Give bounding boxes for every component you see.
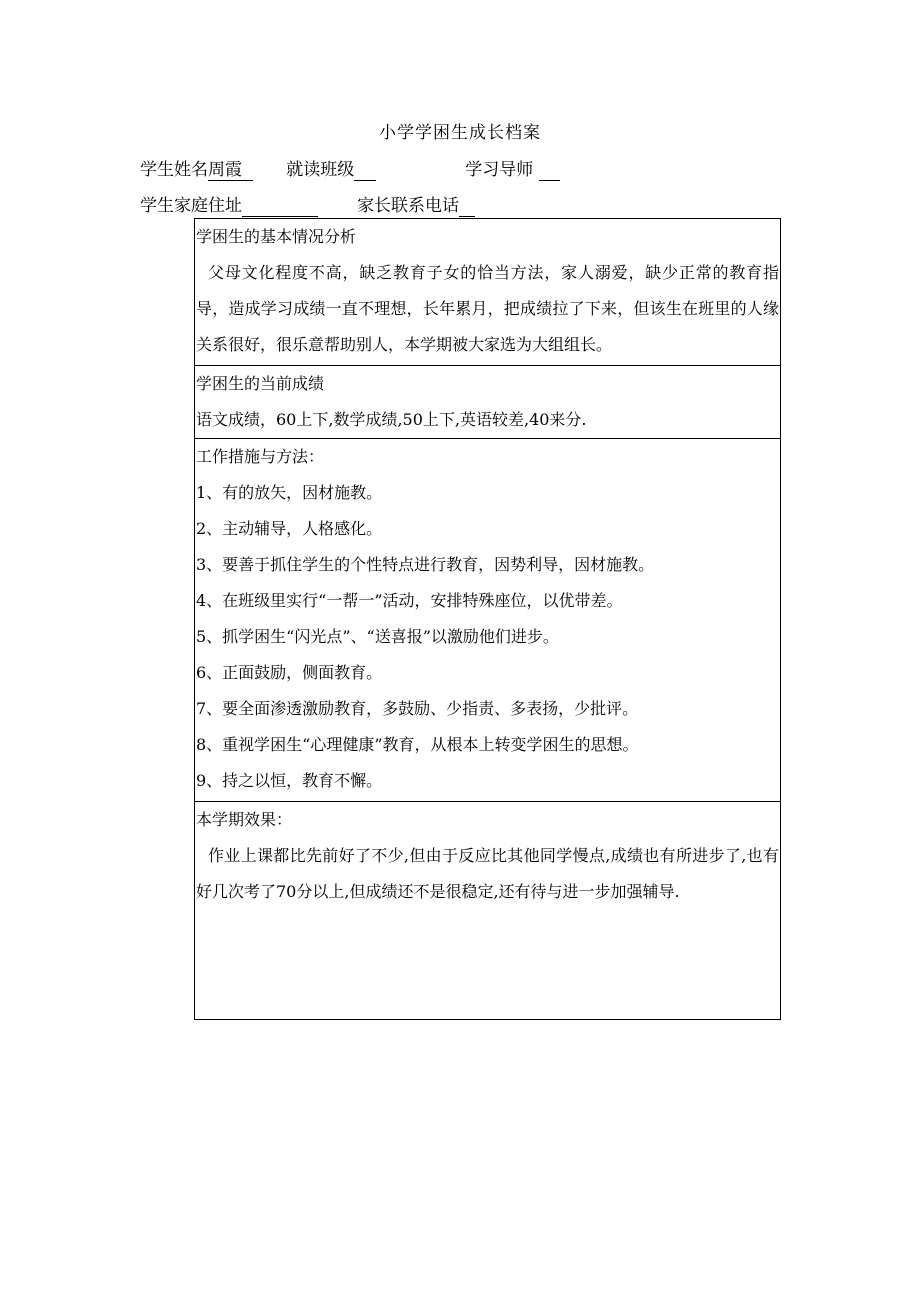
measure-item: 5、抓学困生“闪光点”、“送喜报”以激励他们进步。: [196, 627, 559, 646]
basic-text: 父母文化程度不高，缺乏教育子女的恰当方法，家人溺爱，缺少正常的教育指导，造成学习成绩一直不理想，长年累月，把成绩拉了下来，但该生在班里的人缘关系很好，很乐意帮助别人，本学期被大家选为大组组长。: [196, 263, 779, 354]
score-heading: 学困生的当前成绩: [196, 374, 325, 393]
measure-item: 3、要善于抓住学生的个性特点进行教育，因势利导，因材施教。: [196, 555, 655, 574]
measure-item: 7、要全面渗透激励教育，多鼓励、少指责、多表扬，少批评。: [196, 699, 639, 718]
student-name-label: 学生姓名: [140, 160, 208, 180]
phone-label: 家长联系电话: [357, 196, 460, 216]
student-name-pad: [242, 161, 253, 180]
measures-section: [195, 438, 780, 801]
class-label: 就读班级: [286, 160, 355, 180]
score-section: [195, 365, 780, 438]
mentor-blank: [539, 161, 561, 181]
score-text: 语文成绩，60上下,数学成绩,50上下,英语较差,40来分.: [196, 410, 587, 429]
effect-text: 作业上课都比先前好了不少,但由于反应比其他同学慢点,成绩也有所进步了,也有好几次考了70分以上,但成绩还不是很稳定,还有待与进一步加强辅导.: [196, 846, 779, 901]
address-blank: [242, 197, 318, 217]
measure-item: 2、主动辅导，人格感化。: [196, 519, 383, 538]
document-title: 小学学困生成长档案: [379, 123, 541, 143]
mentor-label: 学习导师: [465, 160, 534, 180]
measure-item: 6、正面鼓励，侧面教育。: [196, 663, 383, 682]
header-line-1: [140, 155, 560, 181]
basic-section: [195, 219, 780, 365]
basic-heading: 学困生的基本情况分析: [196, 227, 357, 246]
record-table: [194, 218, 781, 1020]
measure-item: 4、在班级里实行“一帮一”活动，安排特殊座位，以优带差。: [196, 591, 623, 610]
phone-blank: [459, 197, 475, 217]
measure-item: 8、重视学困生“心理健康”教育，从根本上转变学困生的思想。: [196, 735, 639, 754]
measure-item: 1、有的放矢，因材施教。: [196, 483, 383, 502]
measure-item: 9、持之以恒，教育不懈。: [196, 771, 383, 790]
address-label: 学生家庭住址: [140, 196, 242, 216]
effect-heading: 本学期效果：: [196, 810, 293, 829]
student-name-text: 周霞: [208, 160, 242, 180]
student-name-value: [208, 161, 253, 181]
header-line-2: [140, 191, 475, 217]
measures-heading: 工作措施与方法：: [196, 447, 325, 466]
effect-section: [195, 801, 780, 1019]
class-blank: [354, 161, 376, 181]
